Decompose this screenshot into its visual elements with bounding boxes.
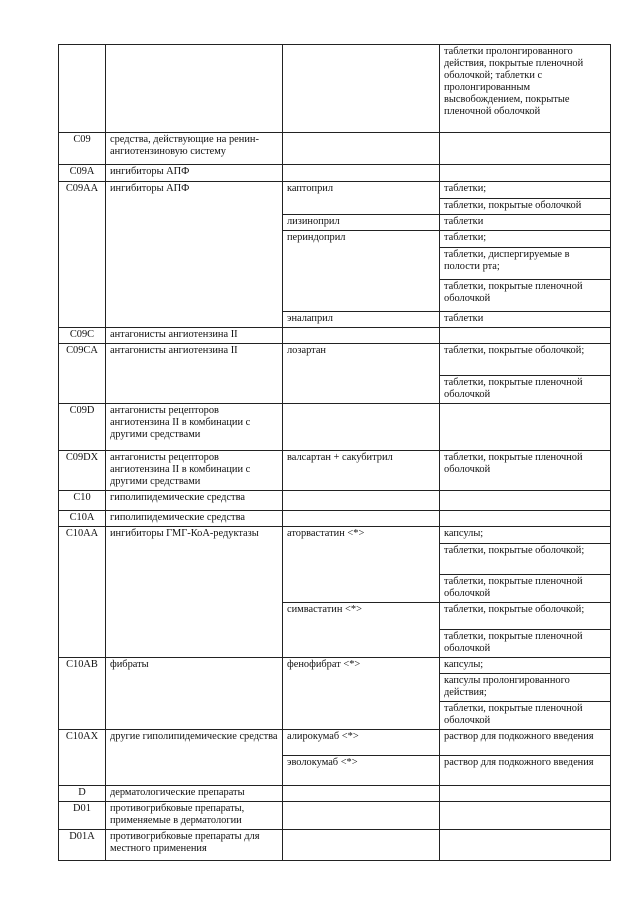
dosage-form-cell: капсулы пролонгированного действия;: [440, 674, 611, 702]
dosage-form-cell: таблетки, покрытые пленочной оболочкой: [440, 575, 611, 603]
atc-code-cell: [59, 45, 106, 133]
table-row: [59, 133, 611, 165]
drug-name-cell: лизиноприл: [283, 215, 440, 231]
dosage-form-cell: [440, 491, 611, 511]
group-name-cell: антагонисты ангиотензина II: [106, 344, 283, 404]
table-row: [59, 830, 611, 861]
group-name-cell: противогрибковые препараты, применяемые в дерматологии: [106, 802, 283, 830]
drug-name-cell: эналаприл: [283, 312, 440, 328]
dosage-form-cell: капсулы;: [440, 658, 611, 674]
atc-code-cell: C09A: [59, 165, 106, 182]
group-name-cell: [106, 45, 283, 133]
dosage-form-cell: таблетки, диспергируемые в полости рта;: [440, 248, 611, 280]
table-row: [59, 802, 611, 830]
atc-code-cell: D01: [59, 802, 106, 830]
drug-name-cell: [283, 328, 440, 344]
table-row: [59, 786, 611, 802]
atc-code-cell: C10AB: [59, 658, 106, 730]
dosage-form-cell: [440, 511, 611, 527]
atc-code-cell: D01A: [59, 830, 106, 861]
drug-name-cell: [283, 830, 440, 861]
dosage-form-cell: таблетки, покрытые оболочкой;: [440, 544, 611, 575]
group-name-cell: гиполипидемические средства: [106, 491, 283, 511]
dosage-form-cell: таблетки, покрытые пленочной оболочкой: [440, 630, 611, 658]
dosage-form-cell: таблетки;: [440, 182, 611, 199]
dosage-form-cell: таблетки, покрытые оболочкой: [440, 199, 611, 215]
drug-name-cell: фенофибрат <*>: [283, 658, 440, 730]
drug-name-cell: [283, 802, 440, 830]
atc-code-cell: C09DX: [59, 451, 106, 491]
group-name-cell: дерматологические препараты: [106, 786, 283, 802]
group-name-cell: антагонисты ангиотензина II: [106, 328, 283, 344]
table-row: [59, 328, 611, 344]
group-name-cell: антагонисты рецепторов ангиотензина II в комбинации с другими средствами: [106, 451, 283, 491]
table-row: [59, 451, 611, 491]
group-name-cell: антагонисты рецепторов ангиотензина II в комбинации с другими средствами: [106, 404, 283, 451]
table-row: [59, 344, 611, 376]
group-name-cell: другие гиполипидемические средства: [106, 730, 283, 786]
dosage-form-cell: капсулы;: [440, 527, 611, 544]
atc-code-cell: C09C: [59, 328, 106, 344]
dosage-form-cell: таблетки;: [440, 231, 611, 248]
drug-name-cell: аторвастатин <*>: [283, 527, 440, 603]
drug-name-cell: [283, 511, 440, 527]
group-name-cell: ингибиторы АПФ: [106, 165, 283, 182]
drug-name-cell: симвастатин <*>: [283, 603, 440, 658]
drug-name-cell: [283, 786, 440, 802]
table-row: [59, 527, 611, 544]
table-row: [59, 511, 611, 527]
dosage-form-cell: [440, 802, 611, 830]
document-page: [58, 44, 610, 861]
dosage-form-cell: таблетки, покрытые оболочкой;: [440, 603, 611, 630]
dosage-form-cell: [440, 786, 611, 802]
dosage-form-cell: таблетки: [440, 215, 611, 231]
group-name-cell: гиполипидемические средства: [106, 511, 283, 527]
dosage-form-cell: [440, 133, 611, 165]
drug-name-cell: алирокумаб <*>: [283, 730, 440, 756]
table-row: [59, 658, 611, 674]
group-name-cell: ингибиторы ГМГ-КоА-редуктазы: [106, 527, 283, 658]
drug-name-cell: [283, 45, 440, 133]
group-name-cell: ингибиторы АПФ: [106, 182, 283, 328]
table-body: [59, 45, 611, 861]
drug-name-cell: [283, 491, 440, 511]
atc-code-cell: C09CA: [59, 344, 106, 404]
table-row: [59, 182, 611, 199]
dosage-form-cell: [440, 404, 611, 451]
drug-name-cell: [283, 133, 440, 165]
dosage-form-cell: таблетки, покрытые пленочной оболочкой: [440, 451, 611, 491]
dosage-form-cell: раствор для подкожного введения: [440, 756, 611, 786]
drug-name-cell: каптоприл: [283, 182, 440, 215]
dosage-form-cell: таблетки, покрытые пленочной оболочкой: [440, 702, 611, 730]
medicines-table: [58, 44, 611, 861]
table-row: [59, 730, 611, 756]
dosage-form-cell: таблетки, покрытые пленочной оболочкой: [440, 280, 611, 312]
dosage-form-cell: [440, 830, 611, 861]
drug-name-cell: [283, 404, 440, 451]
atc-code-cell: C10A: [59, 511, 106, 527]
table-row: [59, 404, 611, 451]
group-name-cell: противогрибковые препараты для местного применения: [106, 830, 283, 861]
table-row: [59, 45, 611, 133]
dosage-form-cell: [440, 328, 611, 344]
drug-name-cell: валсартан + сакубитрил: [283, 451, 440, 491]
atc-code-cell: C09: [59, 133, 106, 165]
dosage-form-cell: таблетки: [440, 312, 611, 328]
atc-code-cell: C10AA: [59, 527, 106, 658]
atc-code-cell: C10AX: [59, 730, 106, 786]
dosage-form-cell: таблетки пролонгированного действия, покрытые пленочной оболочкой; таблетки с пролонгированным высвобождением, покрытые пленочной оболочкой: [440, 45, 611, 133]
drug-name-cell: периндоприл: [283, 231, 440, 312]
group-name-cell: фибраты: [106, 658, 283, 730]
atc-code-cell: C09D: [59, 404, 106, 451]
table-row: [59, 165, 611, 182]
atc-code-cell: C10: [59, 491, 106, 511]
group-name-cell: средства, действующие на ренин-ангиотензиновую систему: [106, 133, 283, 165]
dosage-form-cell: раствор для подкожного введения: [440, 730, 611, 756]
dosage-form-cell: [440, 165, 611, 182]
drug-name-cell: лозартан: [283, 344, 440, 404]
atc-code-cell: C09AA: [59, 182, 106, 328]
drug-name-cell: эволокумаб <*>: [283, 756, 440, 786]
dosage-form-cell: таблетки, покрытые пленочной оболочкой: [440, 376, 611, 404]
drug-name-cell: [283, 165, 440, 182]
atc-code-cell: D: [59, 786, 106, 802]
dosage-form-cell: таблетки, покрытые оболочкой;: [440, 344, 611, 376]
table-row: [59, 491, 611, 511]
